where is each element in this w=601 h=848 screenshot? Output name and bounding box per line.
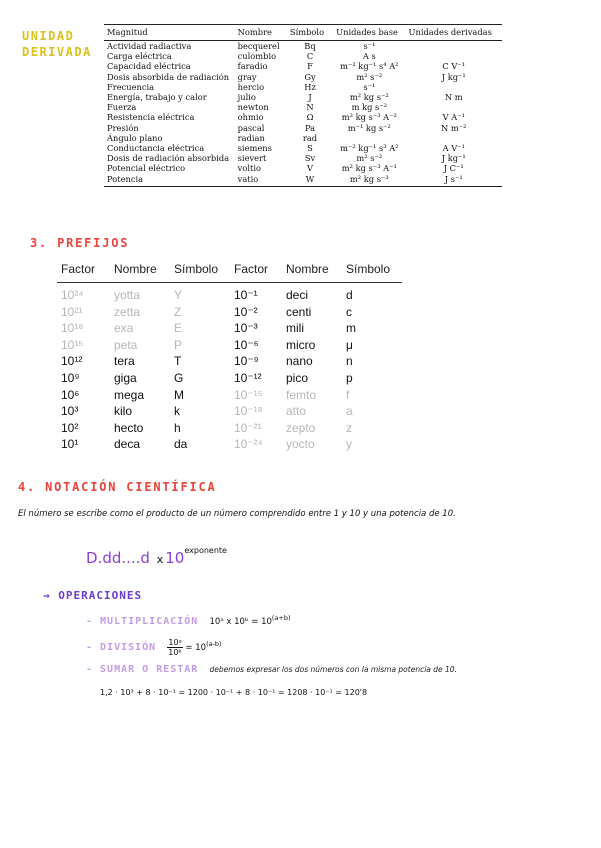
prefix-cell-left-simbolo: T	[174, 354, 182, 369]
division-numerator: 10ᵃ	[168, 638, 182, 647]
units-cell-simbolo: C	[306, 51, 314, 62]
operations-heading: → OPERACIONES	[43, 589, 143, 602]
units-table-row	[104, 112, 502, 122]
prefix-cell-right-factor: 10⁻⁶	[234, 337, 259, 352]
units-table-body	[104, 41, 502, 187]
units-cell-magnitud: Energía, trabajo y calor	[107, 92, 207, 103]
units-cell-simbolo: Hz	[304, 81, 316, 92]
prefix-table-row	[57, 420, 402, 437]
formula-mantissa: D.dd....d	[86, 549, 150, 567]
prefix-cell-right-simbolo: p	[346, 370, 353, 385]
prefix-header-factor-2: Factor	[230, 259, 282, 283]
prefix-cell-left-factor: 10²	[61, 420, 79, 435]
prefix-table-row	[57, 370, 402, 387]
prefix-cell-right-nombre: micro	[286, 337, 316, 352]
units-cell-derivadas	[405, 51, 502, 61]
prefix-cell-left-simbolo: M	[174, 387, 184, 402]
prefix-header-nombre-2: Nombre	[282, 259, 342, 283]
units-cell-magnitud: Dosis de radiación absorbida	[107, 153, 230, 164]
units-cell-simbolo: S	[307, 143, 313, 154]
prefix-cell-right-factor: 10⁻²¹	[234, 420, 262, 435]
multiplication-label: - MULTIPLICACIÓN	[86, 615, 199, 627]
units-cell-base: m⁻¹ kg s⁻²	[347, 122, 391, 133]
units-cell-base: m² kg s⁻³ A⁻¹	[341, 163, 397, 174]
prefix-header-simbolo: Símbolo	[170, 259, 230, 283]
units-header-simbolo: Símbolo	[287, 25, 333, 41]
units-cell-magnitud: Carga eléctrica	[107, 51, 172, 62]
formula-exponent: exponente	[184, 546, 227, 555]
units-cell-nombre: ohmio	[237, 112, 264, 123]
prefix-cell-left-factor: 10²¹	[61, 304, 83, 319]
units-cell-derivadas: V A⁻¹	[442, 112, 465, 123]
prefix-cell-left-nombre: peta	[114, 337, 138, 352]
units-cell-base: m² s⁻²	[356, 71, 383, 82]
units-cell-simbolo: Ω	[306, 112, 314, 123]
scientific-notation-definition: El número se escribe como el producto de un número comprendido entre 1 y 10 y una potencia de 10.	[18, 509, 456, 519]
units-table-row	[104, 174, 502, 187]
division-fraction	[167, 638, 182, 657]
prefix-cell-right-simbolo: μ	[346, 337, 353, 352]
units-cell-nombre: gray	[237, 71, 257, 82]
prefix-cell-right-simbolo: c	[346, 304, 352, 319]
prefix-cell-left-factor: 10⁹	[61, 370, 80, 385]
prefix-cell-left-simbolo: Z	[174, 304, 182, 319]
units-cell-base	[333, 133, 405, 143]
sum-example: 1,2 · 10³ + 8 · 10⁻¹ = 1200 · 10⁻¹ + 8 · 10⁻¹ = 1208 · 10⁻¹ = 120'8	[100, 688, 368, 697]
prefix-cell-right-nombre: femto	[286, 387, 317, 402]
units-table-row	[104, 61, 502, 71]
units-cell-nombre: becquerel	[237, 41, 280, 51]
units-cell-nombre: pascal	[237, 122, 265, 133]
prefix-cell-right-nombre: centi	[286, 304, 312, 319]
prefix-cell-right-simbolo: f	[346, 387, 350, 402]
prefix-header-simbolo-2: Símbolo	[342, 259, 402, 283]
prefix-cell-right-nombre: nano	[286, 354, 313, 369]
units-cell-derivadas	[405, 102, 502, 112]
scientific-notation-heading: 4. NOTACIÓN CIENTÍFICA	[18, 480, 217, 494]
units-cell-derivadas: J C⁻¹	[443, 163, 464, 174]
operation-multiplication	[86, 614, 291, 627]
prefix-cell-right-factor: 10⁻¹⁸	[234, 404, 263, 419]
multiplication-expr-exp: (a+b)	[271, 614, 291, 622]
units-table-row	[104, 51, 502, 61]
prefix-table-row	[57, 403, 402, 420]
units-table-row	[104, 163, 502, 173]
prefix-cell-left-nombre: mega	[114, 387, 145, 402]
units-cell-simbolo: V	[307, 163, 314, 174]
units-cell-base: m² kg s⁻³	[333, 174, 405, 187]
units-cell-derivadas: C V⁻¹	[442, 61, 466, 72]
multiplication-expression	[209, 614, 291, 627]
prefix-cell-left-simbolo: E	[174, 321, 183, 336]
units-cell-base: s⁻¹	[363, 81, 376, 92]
prefix-table-row	[57, 320, 402, 337]
derived-unit-label-line2: DERIVADA	[22, 45, 92, 59]
units-cell-base: m² s⁻²	[356, 153, 383, 164]
units-cell-nombre: vatio	[235, 174, 287, 187]
prefix-cell-right-factor: 10⁻¹	[234, 288, 258, 302]
units-cell-magnitud: Potencial eléctrico	[107, 163, 186, 174]
prefix-table-row	[57, 304, 402, 321]
units-cell-nombre: siemens	[237, 143, 272, 154]
units-cell-simbolo: J	[308, 92, 312, 103]
prefix-cell-right-nombre: atto	[286, 404, 307, 419]
prefix-cell-right-simbolo: z	[346, 420, 352, 435]
prefix-cell-right-nombre: pico	[286, 370, 309, 385]
units-header-base: Unidades base	[333, 25, 405, 41]
prefix-cell-right-simbolo: a	[346, 404, 353, 419]
derived-unit-label	[22, 28, 92, 60]
prefix-cell-left-nombre: yotta	[114, 288, 141, 302]
sum-subtract-note: debemos expresar los dos números con la misma potencia de 10.	[209, 665, 457, 674]
units-table-row	[104, 153, 502, 163]
derived-units-table	[104, 24, 502, 187]
units-cell-nombre: voltio	[237, 163, 261, 174]
prefix-cell-left-factor: 10¹²	[61, 354, 83, 369]
prefix-cell-left-simbolo: h	[174, 420, 181, 435]
operation-division	[86, 638, 222, 657]
prefix-cell-right-factor: 10⁻³	[234, 321, 258, 336]
prefixes-table	[57, 259, 402, 453]
units-cell-simbolo: Pa	[304, 122, 316, 133]
units-cell-base: m² kg s⁻³ A⁻²	[341, 112, 397, 123]
prefix-cell-left-simbolo: da	[174, 437, 188, 452]
units-header-magnitud: Magnitud	[104, 25, 235, 41]
units-cell-derivadas	[405, 133, 502, 143]
prefix-cell-left-nombre: hecto	[114, 420, 144, 435]
units-table-row	[104, 102, 502, 112]
units-cell-simbolo: N	[306, 102, 314, 113]
division-result-base: = 10	[185, 643, 207, 653]
units-cell-magnitud: Conductancia eléctrica	[107, 143, 205, 154]
division-expression	[167, 638, 222, 657]
units-cell-derivadas: N m⁻²	[441, 122, 467, 133]
units-cell-simbolo: Gy	[304, 71, 316, 82]
units-cell-magnitud: Fuerza	[107, 102, 137, 113]
units-table-row	[104, 92, 502, 102]
units-cell-magnitud: Resistencia eléctrica	[107, 112, 195, 123]
units-cell-derivadas: J kg⁻¹	[441, 153, 466, 164]
units-cell-nombre: radian	[237, 132, 265, 143]
prefix-table-row	[57, 283, 402, 304]
prefix-table-row	[57, 337, 402, 354]
prefix-cell-right-simbolo: d	[346, 288, 353, 302]
units-header-derivadas: Unidades derivadas	[405, 25, 502, 41]
units-cell-derivadas: J kg⁻¹	[441, 71, 466, 82]
units-cell-nombre: sievert	[237, 153, 267, 164]
units-cell-derivadas: N m	[444, 92, 463, 103]
sum-subtract-label: - SUMAR O RESTAR	[86, 664, 199, 675]
units-cell-base: m⁻² kg⁻¹ s⁴ A²	[340, 61, 399, 72]
units-table-row	[104, 123, 502, 133]
division-result-exp: (a-b)	[206, 640, 222, 649]
prefix-cell-right-simbolo: y	[346, 437, 352, 452]
units-table-row	[104, 133, 502, 143]
multiplication-expr-base: 10ᵃ x 10ᵇ = 10	[209, 616, 272, 627]
prefix-cell-left-factor: 10¹	[61, 437, 79, 452]
units-table-row	[104, 41, 502, 52]
units-cell-derivadas: A V⁻¹	[442, 143, 465, 154]
prefix-cell-right-nombre: yocto	[286, 437, 315, 452]
prefix-cell-right-nombre: zepto	[286, 420, 316, 435]
units-cell-simbolo: W	[287, 174, 333, 187]
prefix-cell-right-simbolo: m	[346, 321, 356, 336]
prefix-cell-left-nombre: zetta	[114, 304, 141, 319]
units-cell-base: m kg s⁻²	[351, 102, 388, 113]
prefix-table-row	[57, 353, 402, 370]
units-cell-derivadas: J s⁻¹	[405, 174, 502, 187]
units-cell-nombre: faradio	[237, 61, 268, 72]
division-denominator: 10ᵇ	[168, 648, 182, 657]
units-cell-simbolo: Sv	[304, 153, 316, 164]
scientific-notation-formula	[86, 546, 227, 567]
prefix-cell-left-simbolo: G	[174, 370, 184, 385]
units-cell-derivadas	[405, 41, 502, 52]
units-cell-magnitud: Potencia	[104, 174, 235, 187]
prefixes-table-header	[57, 259, 402, 283]
units-cell-nombre: newton	[237, 102, 269, 113]
units-cell-nombre: hercio	[237, 81, 265, 92]
prefix-table-row	[57, 436, 402, 453]
prefix-cell-left-simbolo: k	[174, 404, 180, 419]
prefix-cell-left-nombre: giga	[114, 370, 137, 385]
prefix-cell-right-simbolo: n	[346, 354, 353, 369]
formula-base: 10	[165, 549, 185, 567]
units-cell-magnitud: Capacidad eléctrica	[107, 61, 191, 72]
formula-times: x	[156, 553, 164, 566]
prefix-cell-left-nombre: deca	[114, 437, 141, 452]
prefix-cell-right-nombre: deci	[286, 288, 309, 302]
prefix-cell-left-simbolo: Y	[174, 288, 183, 302]
units-cell-simbolo: F	[307, 61, 313, 72]
units-cell-base: s⁻¹	[363, 41, 376, 51]
units-cell-nombre: julio	[237, 92, 256, 103]
units-table-header	[104, 25, 502, 41]
prefix-cell-right-factor: 10⁻¹²	[234, 370, 262, 385]
prefix-cell-right-factor: 10⁻²	[234, 304, 258, 319]
prefixes-table-body	[57, 283, 402, 453]
units-cell-magnitud: Dosis absorbida de radiación	[107, 71, 230, 82]
prefix-cell-right-factor: 10⁻¹⁵	[234, 387, 263, 402]
prefix-cell-right-factor: 10⁻⁹	[234, 354, 259, 369]
prefix-cell-left-nombre: exa	[114, 321, 134, 336]
units-cell-magnitud: Presión	[107, 122, 139, 133]
units-cell-simbolo: rad	[302, 132, 318, 143]
prefix-cell-left-factor: 10¹⁵	[61, 337, 84, 352]
prefix-cell-left-nombre: kilo	[114, 404, 133, 419]
division-label: - DIVISIÓN	[86, 642, 157, 653]
prefix-cell-left-factor: 10³	[61, 404, 79, 419]
units-cell-simbolo: Bq	[304, 41, 316, 51]
units-cell-magnitud: Frecuencia	[107, 81, 155, 92]
units-cell-base: m² kg s⁻²	[349, 92, 389, 103]
prefixes-heading: 3. PREFIJOS	[30, 236, 130, 250]
prefix-cell-left-factor: 10⁶	[61, 387, 80, 402]
units-header-nombre: Nombre	[235, 25, 287, 41]
prefix-cell-left-factor: 10¹⁸	[61, 321, 84, 336]
units-table-row	[104, 82, 502, 92]
prefix-cell-left-simbolo: P	[174, 337, 183, 352]
units-table-row	[104, 72, 502, 82]
prefix-header-factor: Factor	[57, 259, 110, 283]
prefix-cell-left-factor: 10²⁴	[61, 288, 84, 302]
units-cell-nombre: culombio	[237, 51, 277, 62]
prefix-cell-right-factor: 10⁻²⁴	[234, 437, 263, 452]
derived-unit-label-line1: UNIDAD	[22, 29, 75, 43]
units-cell-derivadas	[405, 82, 502, 92]
prefix-cell-left-nombre: tera	[114, 354, 135, 369]
units-table-row	[104, 143, 502, 153]
prefix-table-row	[57, 387, 402, 404]
operation-sum-subtract	[86, 664, 457, 675]
units-cell-base: m⁻² kg⁻¹ s³ A²	[340, 143, 399, 154]
prefix-cell-right-nombre: mili	[286, 321, 304, 336]
units-cell-base: A s	[362, 51, 376, 62]
units-cell-magnitud: Ángulo plano	[107, 132, 163, 143]
prefix-header-nombre: Nombre	[110, 259, 170, 283]
units-cell-magnitud: Actividad radiactiva	[107, 41, 192, 51]
